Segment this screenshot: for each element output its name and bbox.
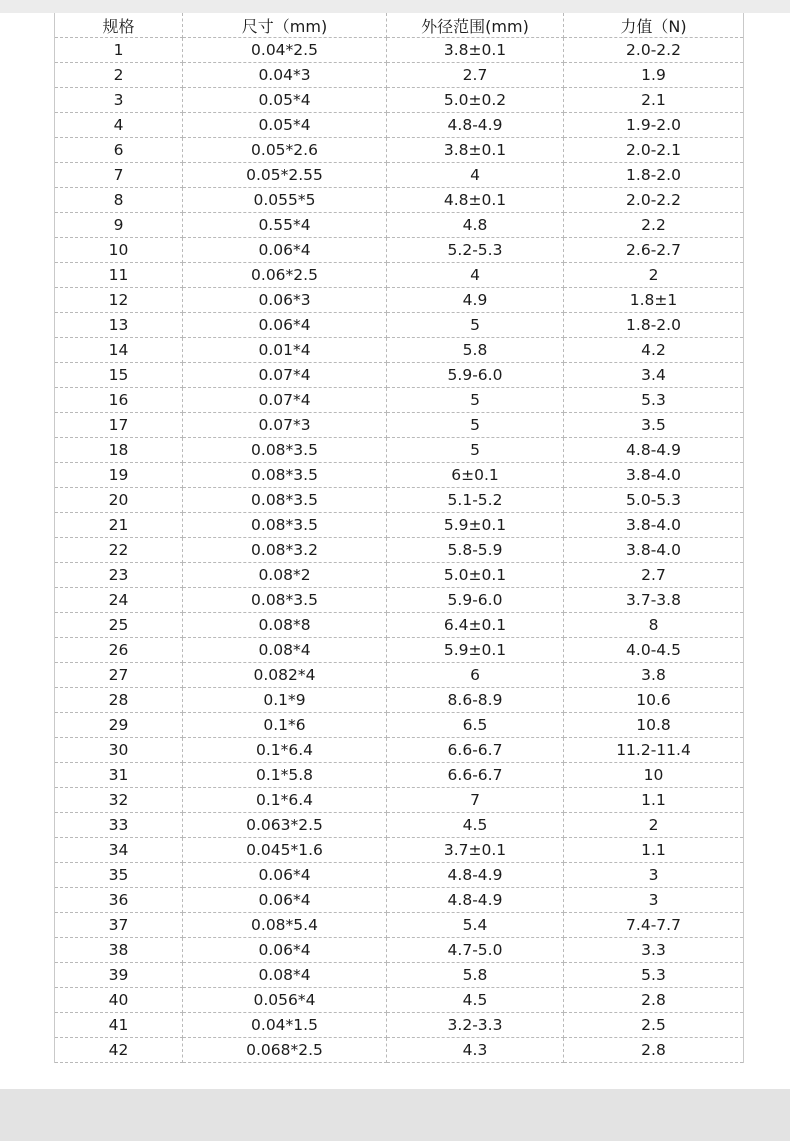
outer-diameter-cell: 4 (387, 163, 564, 188)
spec-cell: 21 (55, 513, 183, 538)
force-cell: 2.2 (564, 213, 744, 238)
size-cell: 0.1*6.4 (183, 738, 387, 763)
force-cell: 3.7-3.8 (564, 588, 744, 613)
spec-cell: 9 (55, 213, 183, 238)
table-row (55, 238, 744, 263)
table-row (55, 813, 744, 838)
table-row (55, 563, 744, 588)
size-cell: 0.1*6.4 (183, 788, 387, 813)
outer-diameter-cell: 5 (387, 413, 564, 438)
outer-diameter-cell: 4 (387, 263, 564, 288)
spec-cell: 10 (55, 238, 183, 263)
outer-diameter-cell: 8.6-8.9 (387, 688, 564, 713)
spec-cell: 41 (55, 1013, 183, 1038)
spec-cell: 20 (55, 488, 183, 513)
force-cell: 4.0-4.5 (564, 638, 744, 663)
outer-diameter-cell: 4.8-4.9 (387, 888, 564, 913)
table-row (55, 463, 744, 488)
outer-diameter-cell: 4.8±0.1 (387, 188, 564, 213)
size-cell: 0.08*4 (183, 638, 387, 663)
spec-cell: 22 (55, 538, 183, 563)
force-cell: 1.1 (564, 838, 744, 863)
force-cell: 10.8 (564, 713, 744, 738)
table-row (55, 288, 744, 313)
outer-diameter-cell: 4.5 (387, 813, 564, 838)
outer-diameter-cell: 3.2-3.3 (387, 1013, 564, 1038)
outer-diameter-cell: 5 (387, 438, 564, 463)
outer-diameter-cell: 3.7±0.1 (387, 838, 564, 863)
table-row (55, 513, 744, 538)
force-cell: 2.0-2.2 (564, 38, 744, 63)
size-cell: 0.06*4 (183, 938, 387, 963)
size-cell: 0.08*5.4 (183, 913, 387, 938)
outer-diameter-cell: 5.2-5.3 (387, 238, 564, 263)
size-cell: 0.08*3.5 (183, 438, 387, 463)
size-cell: 0.05*2.55 (183, 163, 387, 188)
table-row (55, 538, 744, 563)
force-cell: 5.0-5.3 (564, 488, 744, 513)
size-cell: 0.06*2.5 (183, 263, 387, 288)
spec-cell: 42 (55, 1038, 183, 1063)
outer-diameter-cell: 6.4±0.1 (387, 613, 564, 638)
table-row (55, 213, 744, 238)
spec-cell: 3 (55, 88, 183, 113)
table-row (55, 263, 744, 288)
table-row (55, 713, 744, 738)
table-row (55, 838, 744, 863)
top-strip (0, 0, 790, 13)
spec-cell: 13 (55, 313, 183, 338)
table-row (55, 113, 744, 138)
spec-cell: 6 (55, 138, 183, 163)
size-cell: 0.055*5 (183, 188, 387, 213)
spec-cell: 24 (55, 588, 183, 613)
header-outer-diameter: 外径范围(mm) (387, 13, 564, 38)
table-row (55, 863, 744, 888)
spec-cell: 11 (55, 263, 183, 288)
outer-diameter-cell: 4.8 (387, 213, 564, 238)
spec-cell: 36 (55, 888, 183, 913)
table-row (55, 438, 744, 463)
spec-cell: 39 (55, 963, 183, 988)
size-cell: 0.07*3 (183, 413, 387, 438)
force-cell: 2.6-2.7 (564, 238, 744, 263)
size-cell: 0.068*2.5 (183, 1038, 387, 1063)
size-cell: 0.05*4 (183, 88, 387, 113)
table-row (55, 188, 744, 213)
spec-cell: 23 (55, 563, 183, 588)
outer-diameter-cell: 4.7-5.0 (387, 938, 564, 963)
spec-cell: 27 (55, 663, 183, 688)
table-row (55, 963, 744, 988)
size-cell: 0.045*1.6 (183, 838, 387, 863)
force-cell: 2 (564, 813, 744, 838)
header-row (55, 13, 744, 38)
force-cell: 1.8±1 (564, 288, 744, 313)
force-cell: 1.9-2.0 (564, 113, 744, 138)
force-cell: 1.8-2.0 (564, 313, 744, 338)
force-cell: 3.8 (564, 663, 744, 688)
outer-diameter-cell: 3.8±0.1 (387, 138, 564, 163)
force-cell: 3.4 (564, 363, 744, 388)
table-row (55, 738, 744, 763)
spec-cell: 29 (55, 713, 183, 738)
table-row (55, 988, 744, 1013)
size-cell: 0.08*3.5 (183, 513, 387, 538)
size-cell: 0.55*4 (183, 213, 387, 238)
spec-table (54, 13, 744, 1063)
outer-diameter-cell: 7 (387, 788, 564, 813)
outer-diameter-cell: 4.8-4.9 (387, 863, 564, 888)
table-row (55, 88, 744, 113)
outer-diameter-cell: 4.9 (387, 288, 564, 313)
force-cell: 5.3 (564, 388, 744, 413)
outer-diameter-cell: 5.8-5.9 (387, 538, 564, 563)
size-cell: 0.06*4 (183, 313, 387, 338)
force-cell: 11.2-11.4 (564, 738, 744, 763)
force-cell: 7.4-7.7 (564, 913, 744, 938)
size-cell: 0.05*4 (183, 113, 387, 138)
force-cell: 3 (564, 863, 744, 888)
table-row (55, 63, 744, 88)
outer-diameter-cell: 4.5 (387, 988, 564, 1013)
size-cell: 0.1*9 (183, 688, 387, 713)
force-cell: 2.0-2.2 (564, 188, 744, 213)
table-row (55, 938, 744, 963)
force-cell: 2.8 (564, 1038, 744, 1063)
force-cell: 1.1 (564, 788, 744, 813)
force-cell: 2.0-2.1 (564, 138, 744, 163)
size-cell: 0.07*4 (183, 388, 387, 413)
table-row (55, 588, 744, 613)
size-cell: 0.08*3.5 (183, 463, 387, 488)
size-cell: 0.063*2.5 (183, 813, 387, 838)
size-cell: 0.07*4 (183, 363, 387, 388)
table-row (55, 363, 744, 388)
outer-diameter-cell: 5.9±0.1 (387, 638, 564, 663)
spec-cell: 14 (55, 338, 183, 363)
size-cell: 0.04*1.5 (183, 1013, 387, 1038)
spec-cell: 16 (55, 388, 183, 413)
table-row (55, 163, 744, 188)
force-cell: 2.5 (564, 1013, 744, 1038)
force-cell: 8 (564, 613, 744, 638)
table-row (55, 663, 744, 688)
spec-cell: 33 (55, 813, 183, 838)
spec-cell: 37 (55, 913, 183, 938)
outer-diameter-cell: 4.8-4.9 (387, 113, 564, 138)
spec-cell: 18 (55, 438, 183, 463)
outer-diameter-cell: 5.9±0.1 (387, 513, 564, 538)
outer-diameter-cell: 5.4 (387, 913, 564, 938)
outer-diameter-cell: 6±0.1 (387, 463, 564, 488)
table-row (55, 1013, 744, 1038)
table-row (55, 888, 744, 913)
bottom-band (0, 1089, 790, 1141)
spec-cell: 15 (55, 363, 183, 388)
size-cell: 0.06*4 (183, 238, 387, 263)
size-cell: 0.08*3.5 (183, 588, 387, 613)
force-cell: 1.8-2.0 (564, 163, 744, 188)
size-cell: 0.1*5.8 (183, 763, 387, 788)
table-row (55, 338, 744, 363)
force-cell: 4.2 (564, 338, 744, 363)
size-cell: 0.056*4 (183, 988, 387, 1013)
spec-cell: 12 (55, 288, 183, 313)
force-cell: 3.8-4.0 (564, 463, 744, 488)
outer-diameter-cell: 5.8 (387, 963, 564, 988)
spec-cell: 17 (55, 413, 183, 438)
size-cell: 0.05*2.6 (183, 138, 387, 163)
table-row (55, 413, 744, 438)
force-cell: 3.8-4.0 (564, 513, 744, 538)
size-cell: 0.08*8 (183, 613, 387, 638)
spec-cell: 7 (55, 163, 183, 188)
size-cell: 0.04*2.5 (183, 38, 387, 63)
table-body (55, 38, 744, 1063)
table-row (55, 1038, 744, 1063)
force-cell: 10.6 (564, 688, 744, 713)
size-cell: 0.01*4 (183, 338, 387, 363)
outer-diameter-cell: 4.3 (387, 1038, 564, 1063)
spec-cell: 40 (55, 988, 183, 1013)
header-size: 尺寸（mm) (183, 13, 387, 38)
force-cell: 2.1 (564, 88, 744, 113)
table-row (55, 788, 744, 813)
table-row (55, 688, 744, 713)
spec-cell: 25 (55, 613, 183, 638)
outer-diameter-cell: 3.8±0.1 (387, 38, 564, 63)
spec-cell: 35 (55, 863, 183, 888)
spec-cell: 2 (55, 63, 183, 88)
spec-cell: 28 (55, 688, 183, 713)
table-row (55, 388, 744, 413)
header-force: 力值（N) (564, 13, 744, 38)
size-cell: 0.1*6 (183, 713, 387, 738)
force-cell: 5.3 (564, 963, 744, 988)
table-row (55, 138, 744, 163)
outer-diameter-cell: 5 (387, 388, 564, 413)
spec-cell: 4 (55, 113, 183, 138)
force-cell: 2.7 (564, 563, 744, 588)
outer-diameter-cell: 5.8 (387, 338, 564, 363)
outer-diameter-cell: 5.0±0.2 (387, 88, 564, 113)
spec-cell: 38 (55, 938, 183, 963)
force-cell: 2.8 (564, 988, 744, 1013)
size-cell: 0.06*3 (183, 288, 387, 313)
force-cell: 1.9 (564, 63, 744, 88)
outer-diameter-cell: 6 (387, 663, 564, 688)
table-row (55, 488, 744, 513)
size-cell: 0.082*4 (183, 663, 387, 688)
outer-diameter-cell: 5.9-6.0 (387, 363, 564, 388)
spec-cell: 34 (55, 838, 183, 863)
force-cell: 3.3 (564, 938, 744, 963)
table-row (55, 763, 744, 788)
force-cell: 3.5 (564, 413, 744, 438)
outer-diameter-cell: 2.7 (387, 63, 564, 88)
table-row (55, 38, 744, 63)
table-row (55, 913, 744, 938)
spec-cell: 19 (55, 463, 183, 488)
table-row (55, 613, 744, 638)
outer-diameter-cell: 6.6-6.7 (387, 763, 564, 788)
force-cell: 4.8-4.9 (564, 438, 744, 463)
table-row (55, 313, 744, 338)
size-cell: 0.08*2 (183, 563, 387, 588)
spec-cell: 31 (55, 763, 183, 788)
size-cell: 0.08*3.2 (183, 538, 387, 563)
size-cell: 0.08*3.5 (183, 488, 387, 513)
size-cell: 0.06*4 (183, 863, 387, 888)
force-cell: 10 (564, 763, 744, 788)
spec-cell: 32 (55, 788, 183, 813)
spec-cell: 26 (55, 638, 183, 663)
force-cell: 3.8-4.0 (564, 538, 744, 563)
outer-diameter-cell: 5.9-6.0 (387, 588, 564, 613)
size-cell: 0.06*4 (183, 888, 387, 913)
size-cell: 0.08*4 (183, 963, 387, 988)
size-cell: 0.04*3 (183, 63, 387, 88)
outer-diameter-cell: 5.1-5.2 (387, 488, 564, 513)
outer-diameter-cell: 6.5 (387, 713, 564, 738)
outer-diameter-cell: 5.0±0.1 (387, 563, 564, 588)
spec-cell: 1 (55, 38, 183, 63)
table-row (55, 638, 744, 663)
spec-cell: 8 (55, 188, 183, 213)
force-cell: 3 (564, 888, 744, 913)
spec-cell: 30 (55, 738, 183, 763)
force-cell: 2 (564, 263, 744, 288)
outer-diameter-cell: 6.6-6.7 (387, 738, 564, 763)
header-spec: 规格 (55, 13, 183, 38)
outer-diameter-cell: 5 (387, 313, 564, 338)
